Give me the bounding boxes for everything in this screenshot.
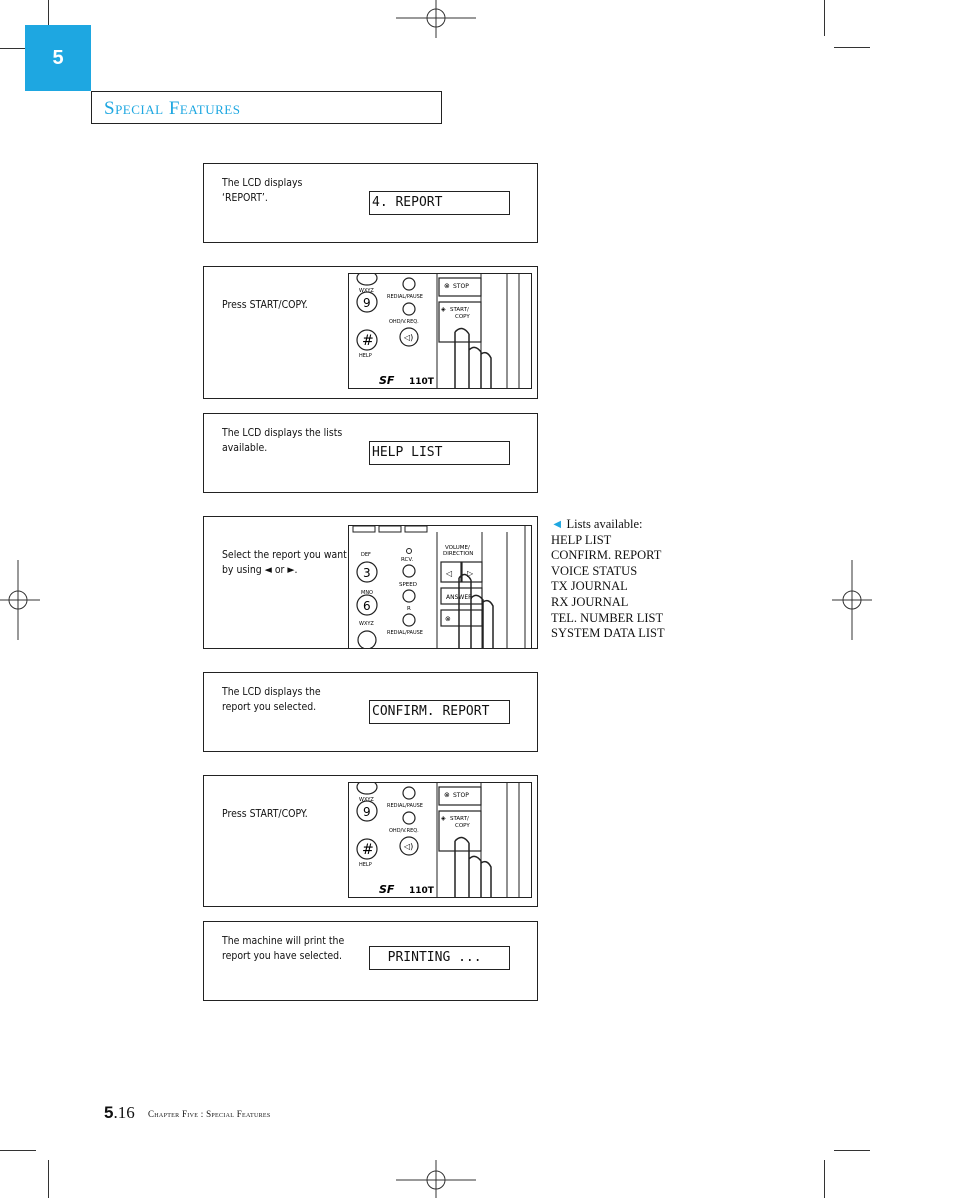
footer-page-number: .16 <box>113 1103 135 1122</box>
speaker-icon: ◁) <box>404 333 414 342</box>
pointing-hand-icon <box>455 328 491 389</box>
answer-label: ANSWER <box>446 594 473 601</box>
control-panel-illustration <box>348 782 532 898</box>
help-label: HELP <box>359 862 372 868</box>
key-letters-def: DEF <box>361 552 371 558</box>
rcv-label: RCV. <box>401 557 414 563</box>
control-panel-illustration <box>348 525 532 649</box>
step-instruction: The LCD displays the lists available. <box>222 426 343 454</box>
help-label: HELP <box>359 353 372 359</box>
key-letters-wxyz: WXYZ <box>359 288 374 294</box>
control-panel-illustration <box>348 273 532 389</box>
redial-pause-label: REDIAL/PAUSE <box>387 630 423 636</box>
redial-pause-button <box>403 278 415 290</box>
rcv-led <box>407 549 412 554</box>
stop-icon: ⊗ <box>444 791 450 799</box>
step-lcd-report <box>203 163 538 243</box>
crop-mark <box>834 47 870 48</box>
step-printing <box>203 921 538 1001</box>
crop-mark <box>0 1150 36 1151</box>
list-item: SYSTEM DATA LIST <box>551 626 665 641</box>
footer-chapter-title: Chapter Five : Special Features <box>148 1109 271 1119</box>
list-item: TX JOURNAL <box>551 579 628 594</box>
key-letters-wxyz: WXYZ <box>359 621 374 627</box>
crop-mark <box>834 1150 870 1151</box>
step-instruction: Press START/COPY. <box>222 298 308 311</box>
stop-label: STOP <box>453 283 469 290</box>
start-icon: ◈ <box>441 815 446 822</box>
note-heading-line <box>551 517 665 533</box>
left-arrow-icon: ◄ <box>551 517 564 531</box>
logo-model: 110T <box>409 377 434 387</box>
key-letters-wxyz: WXYZ <box>359 797 374 803</box>
volume-label-2: DIRECTION <box>443 551 474 557</box>
key-9-label: 9 <box>363 805 371 819</box>
redial-pause-label: REDIAL/PAUSE <box>387 803 423 809</box>
lcd-display: 4. REPORT <box>369 191 510 215</box>
chapter-tab: 5 <box>25 25 91 91</box>
registration-mark-bottom <box>396 1160 476 1198</box>
registration-mark-right <box>832 560 872 640</box>
hash-key-label: # <box>362 842 374 858</box>
step-select-report <box>203 516 538 649</box>
list-item: HELP LIST <box>551 532 612 547</box>
key-3-label: 3 <box>363 566 371 580</box>
step-instruction: The machine will print the report you have selected. <box>222 934 345 962</box>
key-letters-mno: MNO <box>361 590 373 596</box>
logo-model: 110T <box>409 886 434 896</box>
key-9-label: 9 <box>363 296 371 310</box>
control-panel-select <box>349 526 532 649</box>
start-copy-label-1: START/ <box>450 816 469 822</box>
crop-mark <box>48 1160 49 1198</box>
ohd-vreq-label: OHD/V.REQ. <box>389 828 419 834</box>
redial-pause-label: REDIAL/PAUSE <box>387 294 423 300</box>
right-arrow-icon: ▷ <box>467 569 474 578</box>
note-heading: Lists available: <box>566 517 643 531</box>
control-panel-copy <box>349 783 532 898</box>
key-outline <box>357 274 377 285</box>
lists-available-note <box>551 517 665 642</box>
redial-pause-button <box>403 787 415 799</box>
stop-icon: ⊗ <box>444 282 450 290</box>
registration-mark-top <box>396 0 476 38</box>
logo-sf: SF <box>379 374 395 387</box>
speaker-icon: ◁) <box>404 842 414 851</box>
key-6-label: 6 <box>363 599 371 613</box>
logo-sf: SF <box>379 883 395 896</box>
section-title: Special Features <box>104 98 241 119</box>
start-icon: ◈ <box>441 306 446 313</box>
start-copy-label-2: COPY <box>455 823 470 829</box>
step-instruction: The LCD displays the report you selected. <box>222 685 321 713</box>
key-outline <box>357 783 377 794</box>
step-lcd-lists <box>203 413 538 493</box>
step-press-start-copy <box>203 775 538 907</box>
footer-chapter-number: 5 <box>104 1103 114 1122</box>
list-item: RX JOURNAL <box>551 594 629 609</box>
step-lcd-selected <box>203 672 538 752</box>
step-press-start-copy <box>203 266 538 399</box>
list-item: TEL. NUMBER LIST <box>551 610 664 625</box>
speed-label: SPEED <box>399 582 417 588</box>
volume-label-1: VOLUME/ <box>445 545 470 551</box>
step-instruction: The LCD displays ‘REPORT’. <box>222 176 303 204</box>
pointing-hand-icon <box>455 837 491 898</box>
speed-button <box>403 565 415 577</box>
left-arrow-icon: ◁ <box>446 569 453 578</box>
lcd-display: PRINTING ... <box>369 946 510 970</box>
control-panel-copy <box>349 274 532 389</box>
lcd-display: HELP LIST <box>369 441 510 465</box>
ohd-vreq-button <box>403 812 415 824</box>
hash-key-label: # <box>362 333 374 349</box>
registration-mark-left <box>0 560 40 640</box>
r-label: R <box>407 606 411 612</box>
start-copy-label-2: COPY <box>455 314 470 320</box>
ohd-vreq-button <box>403 303 415 315</box>
crop-mark <box>824 0 825 36</box>
lcd-display: CONFIRM. REPORT <box>369 700 510 724</box>
list-item: VOICE STATUS <box>551 563 638 578</box>
start-copy-label-1: START/ <box>450 307 469 313</box>
pointing-hand-icon <box>459 574 493 649</box>
step-instruction: Select the report you want by using ◄ or ►. <box>222 548 347 576</box>
stop-label: STOP <box>453 792 469 799</box>
crop-mark <box>824 1160 825 1198</box>
speed-dial-button <box>403 590 415 602</box>
ohd-vreq-label: OHD/V.REQ. <box>389 319 419 325</box>
stop-icon: ⊗ <box>445 615 451 623</box>
list-item: CONFIRM. REPORT <box>551 548 662 563</box>
page-number <box>104 1103 135 1123</box>
redial-pause-button <box>403 614 415 626</box>
step-instruction: Press START/COPY. <box>222 807 308 820</box>
